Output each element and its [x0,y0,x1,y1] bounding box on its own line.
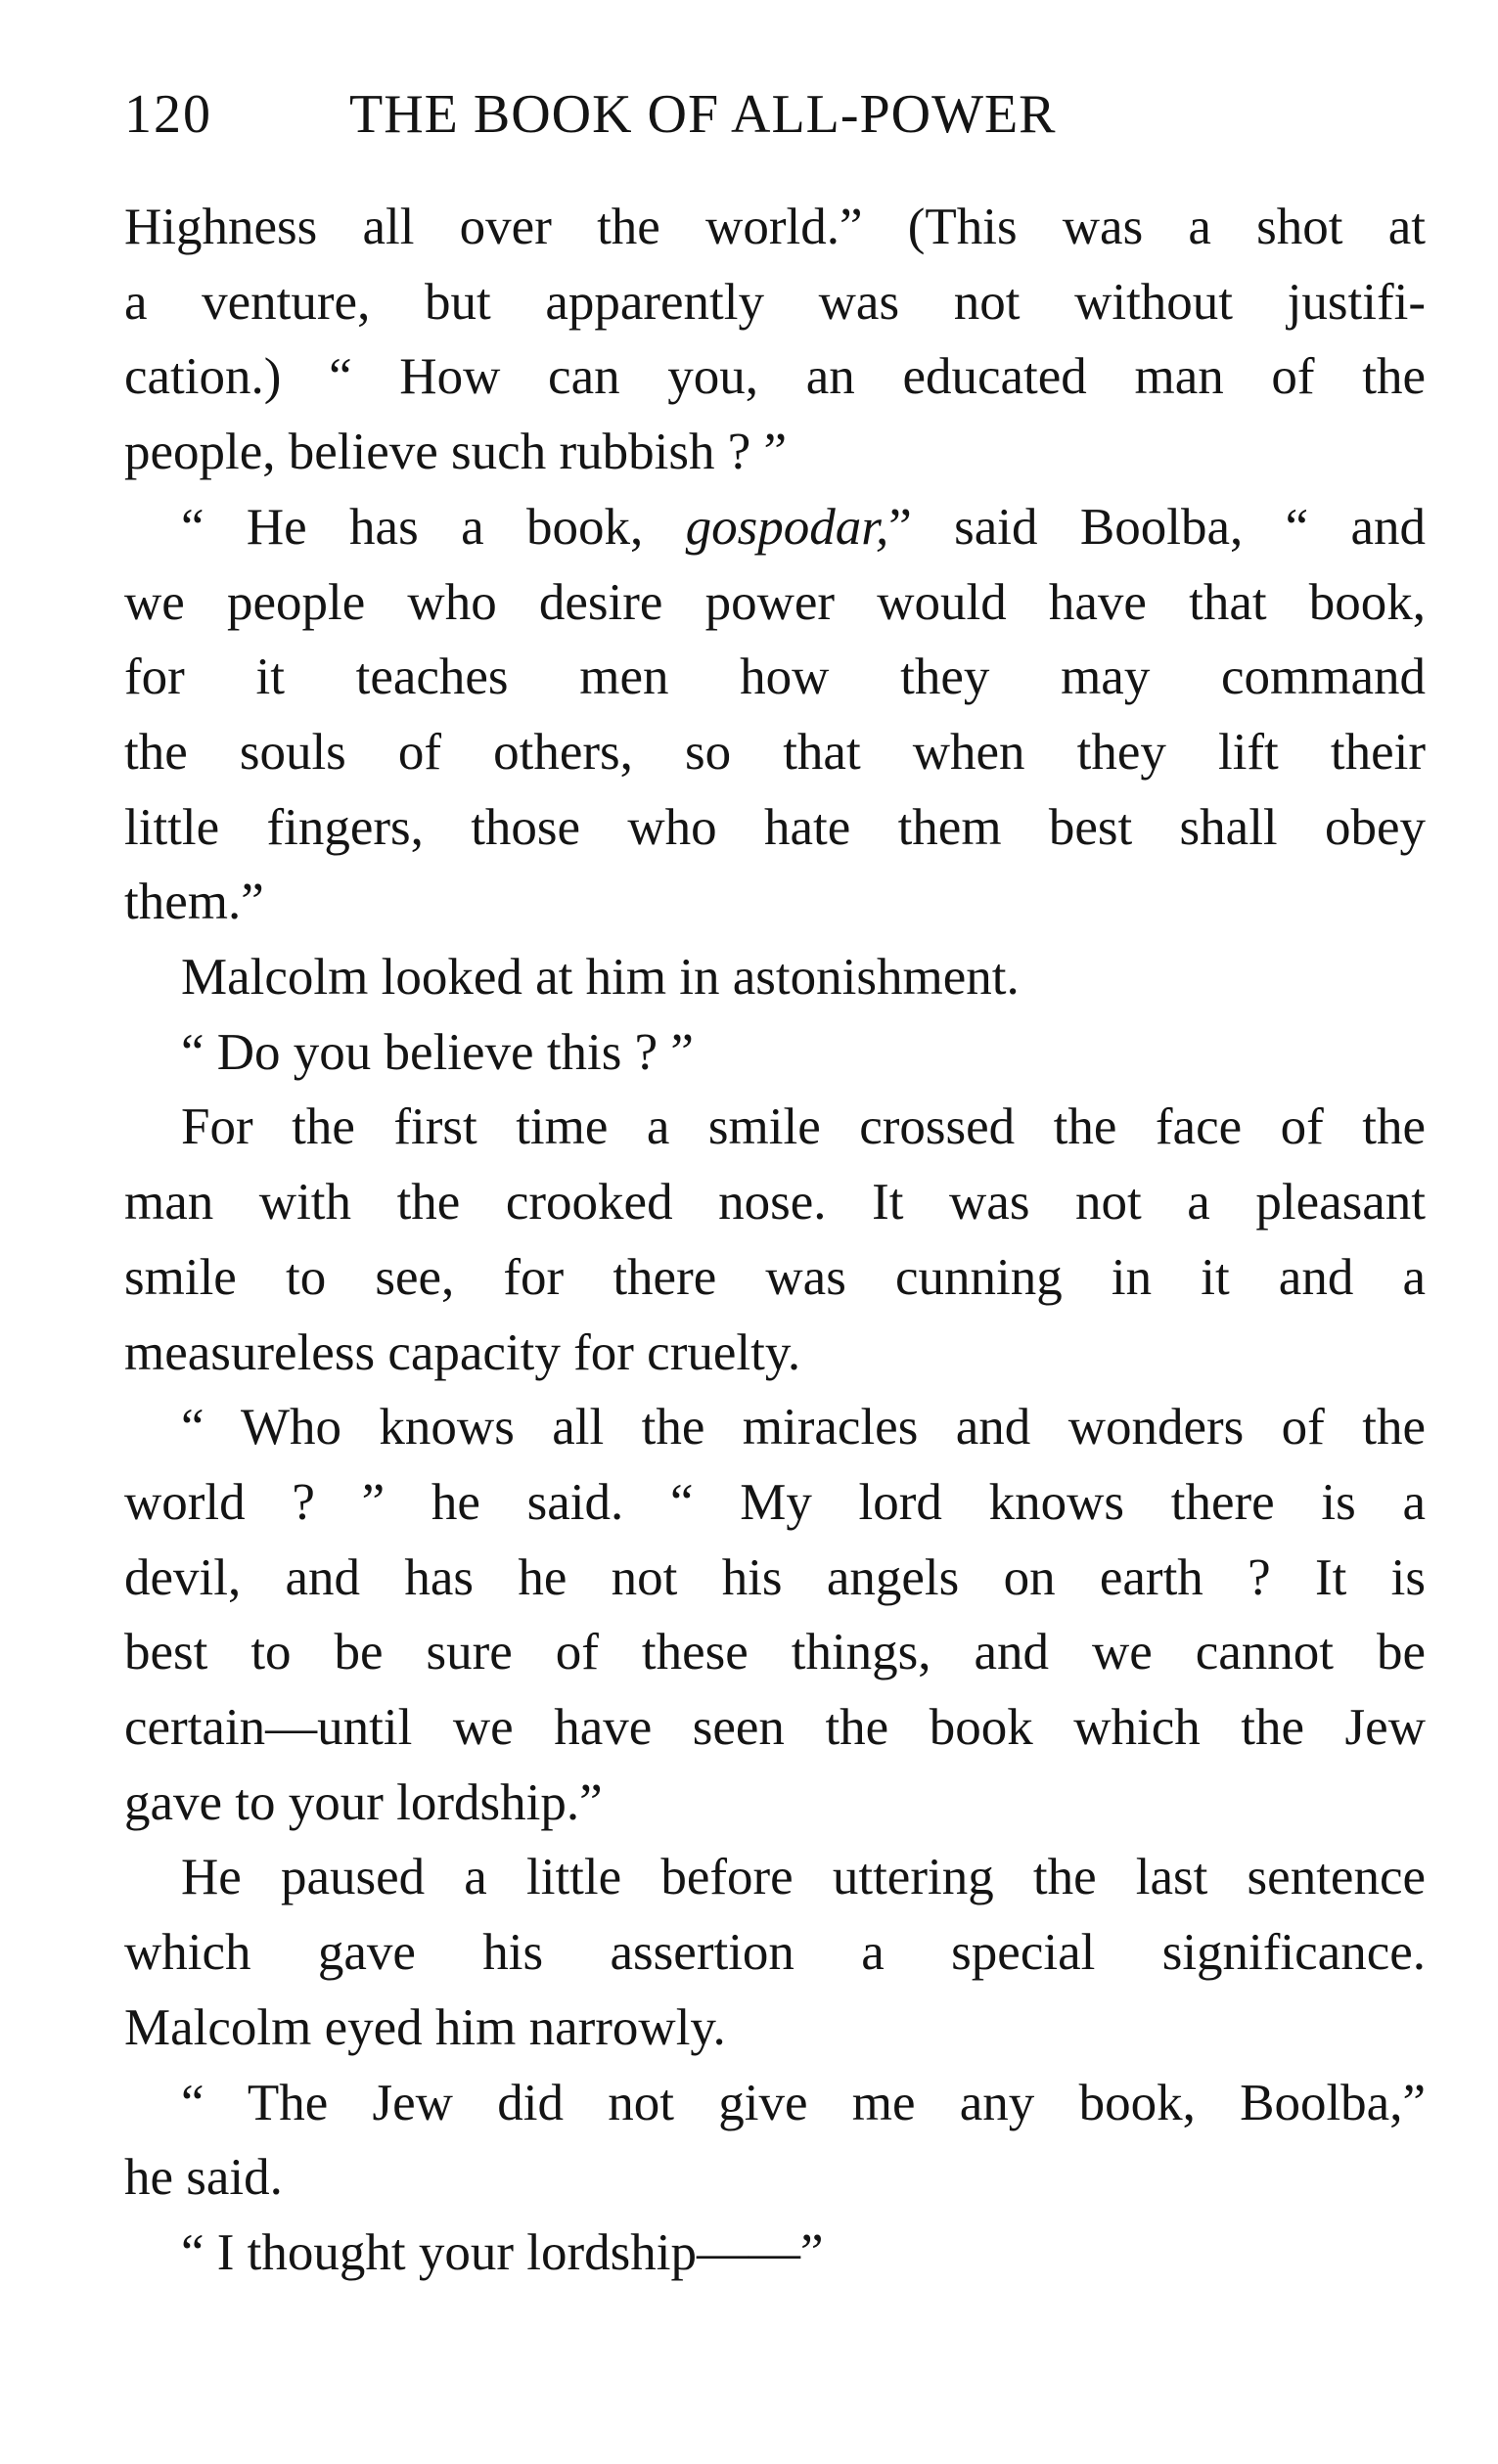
text-line: world ? ” he said. “ My lord knows there is a [124,1473,1426,1531]
text-line: gave to your lordship.” [124,1773,603,1831]
body-text [124,190,1426,2291]
text-line: we people who desire power would have that book, [124,573,1426,631]
text-line: best to be sure of these things, and we cannot be [124,1624,1426,1681]
text-line: measureless capacity for cruelty. [124,1323,801,1381]
text-fragment: “ He has a book, [181,498,686,556]
text-line: For the first time a smile crossed the face of the [181,1098,1426,1156]
text-line: cation.) “ How can you, an educated man of the [124,348,1426,406]
text-line: a venture, but apparently was not without justifi- [124,273,1426,331]
italic-word: gospodar, [685,498,889,556]
text-line: “ I thought your lordship——” [181,2223,824,2281]
text-line: He paused a little before uttering the last sentence [181,1849,1426,1906]
text-line: “ Who knows all the miracles and wonders of the [181,1399,1426,1456]
page-number: 120 [124,84,212,145]
text-fragment: ” said Boolba, “ and [888,498,1427,556]
text-line [124,490,1426,565]
text-line: Highness all over the world.” (This was a shot at [124,199,1426,255]
text-line: them.” [124,874,264,931]
text-line: “ The Jew did not give me any book, Boolba,” [181,2074,1426,2131]
text-line: Malcolm looked at him in astonishment. [181,949,1020,1007]
text-line: the souls of others, so that when they lift their [124,723,1426,781]
page-header [124,80,1426,149]
text-line: little fingers, those who hate them best shall obey [124,798,1426,856]
text-line: people, believe such rubbish ? ” [124,424,787,481]
text-line: Malcolm eyed him narrowly. [124,1998,726,2056]
text-line: man with the crooked nose. It was not a pleasant [124,1174,1426,1232]
text-line: smile to see, for there was cunning in it and a [124,1248,1426,1306]
text-line: devil, and has he not his angels on earth ? It is [124,1548,1426,1606]
running-title: THE BOOK OF ALL-POWER [349,84,1057,145]
text-line: he said. [124,2149,283,2207]
text-line: certain—until we have seen the book which the Jew [124,1699,1426,1757]
text-line: “ Do you believe this ? ” [181,1023,694,1081]
text-line: for it teaches men how they may command [124,649,1426,706]
text-line: which gave his assertion a special significance. [124,1924,1426,1982]
